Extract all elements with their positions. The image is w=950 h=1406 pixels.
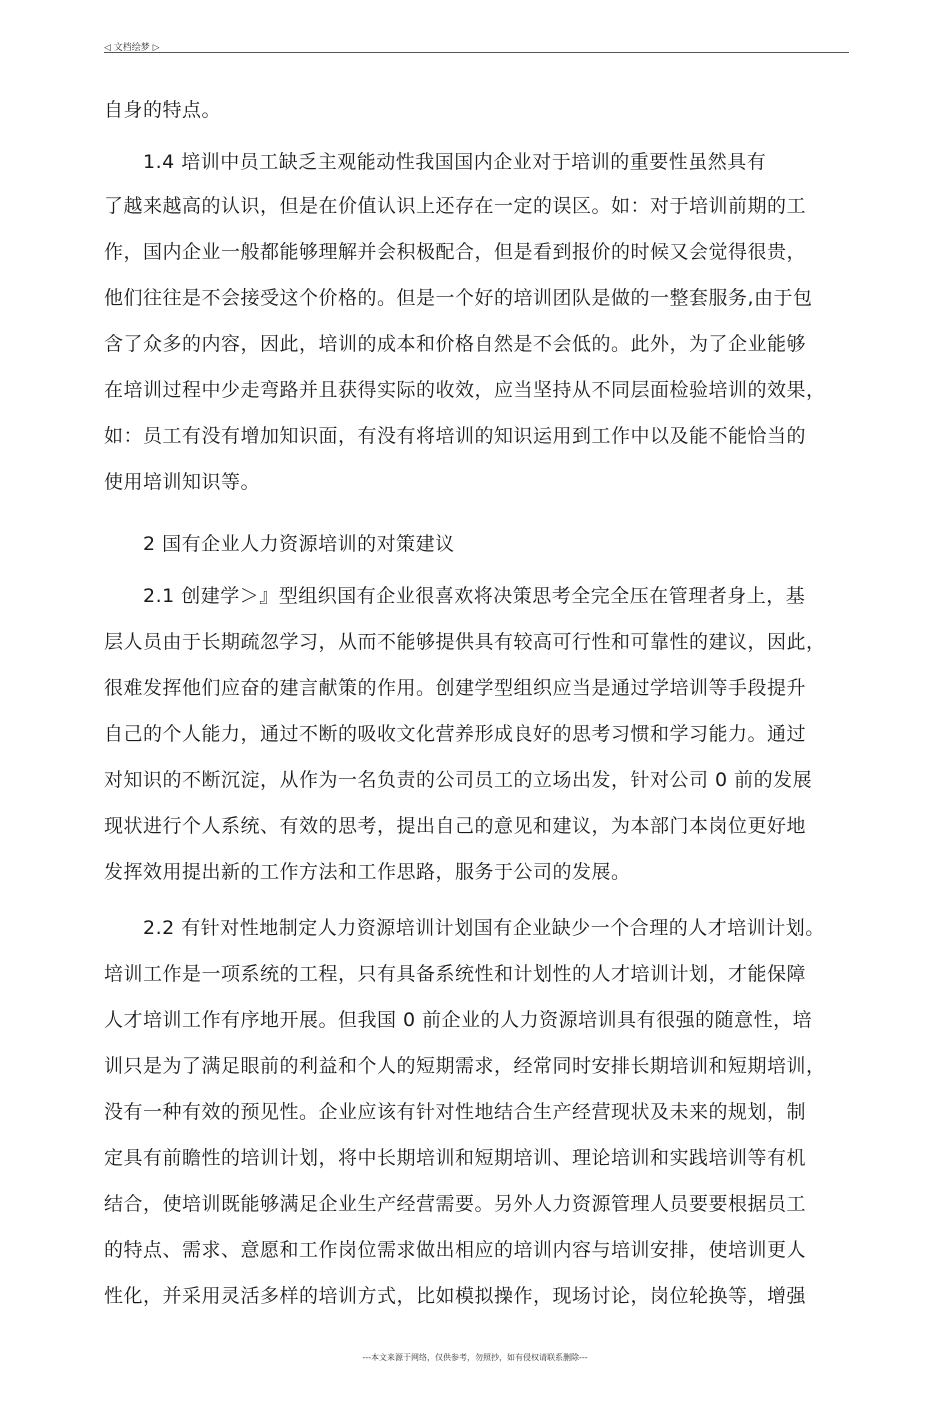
text-line: 对知识的不断沉淀，从作为一名负责的公司员工的立场出发，针对公司 0 前的发展 — [104, 769, 813, 791]
text-line: 2 国有企业人力资源培训的对策建议 — [104, 533, 455, 555]
text-line: 现状进行个人系统、有效的思考，提出自己的意见和建议，为本部门本岗位更好地 — [104, 815, 807, 837]
text-line: 训只是为了满足眼前的利益和个人的短期需求，经常同时安排长期培训和短期培训， — [104, 1055, 826, 1077]
text-line: 性化，并采用灵活多样的培训方式，比如模拟操作，现场讨论，岗位轮换等，增强 — [104, 1285, 807, 1307]
text-line: 2.2 有针对性地制定人力资源培训计划国有企业缺少一个合理的人才培训计划。 — [104, 917, 825, 939]
text-line: 培训工作是一项系统的工程，只有具备系统性和计划性的人才培训计划，才能保障 — [104, 963, 807, 985]
text-line: 的特点、需求、意愿和工作岗位需求做出相应的培训内容与培训安排，使培训更人 — [104, 1239, 807, 1261]
header-rule — [104, 52, 849, 53]
text-line: 自己的个人能力，通过不断的吸收文化营养形成良好的思考习惯和学习能力。通过 — [104, 723, 807, 745]
text-line: 他们往往是不会接受这个价格的。但是一个好的培训团队是做的一整套服务,由于包 — [104, 287, 813, 309]
text-line: 在培训过程中少走弯路并且获得实际的收效，应当坚持从不同层面检验培训的效果， — [104, 379, 826, 401]
text-line: 含了众多的内容，因此，培训的成本和价格自然是不会低的。此外，为了企业能够 — [104, 333, 807, 355]
text-line: 结合，使培训既能够满足企业生产经营需要。另外人力资源管理人员要要根据员工 — [104, 1193, 807, 1215]
text-line: 人才培训工作有序地开展。但我国 0 前企业的人力资源培训具有很强的随意性，培 — [104, 1009, 813, 1031]
page-header: ◁ 文档绘梦 ▷ — [104, 43, 160, 53]
text-line: 定具有前瞻性的培训计划，将中长期培训和短期培训、理论培训和实践培训等有机 — [104, 1147, 807, 1169]
text-line: 作，国内企业一般都能够理解并会积极配合，但是看到报价的时候又会觉得很贵， — [104, 241, 807, 263]
text-line: 发挥效用提出新的工作方法和工作思路，服务于公司的发展。 — [104, 861, 631, 883]
text-line: 层人员由于长期疏忽学习，从而不能够提供具有较高可行性和可靠性的建议，因此， — [104, 631, 826, 653]
text-line: 2.1 创建学＞』型组织国有企业很喜欢将决策思考全完全压在管理者身上，基 — [104, 585, 806, 607]
text-line: 如：员工有没有增加知识面，有没有将培训的知识运用到工作中以及能不能恰当的 — [104, 425, 807, 447]
text-line: 很难发挥他们应奋的建言献策的作用。创建学型组织应当是通过学培训等手段提升 — [104, 677, 807, 699]
text-line: 了越来越高的认识，但是在价值认识上还存在一定的误区。如：对于培训前期的工 — [104, 195, 807, 217]
text-line: 自身的特点。 — [104, 99, 222, 121]
text-line: 1.4 培训中员工缺乏主观能动性我国国内企业对于培训的重要性虽然具有 — [104, 151, 767, 173]
text-line: 使用培训知识等。 — [104, 471, 261, 493]
page-footer: ---本文来源于网络，仅供参考，勿照抄，如有侵权请联系删除--- — [362, 1353, 588, 1362]
text-line: 没有一种有效的预见性。企业应该有针对性地结合生产经营现状及未来的规划，制 — [104, 1101, 807, 1123]
